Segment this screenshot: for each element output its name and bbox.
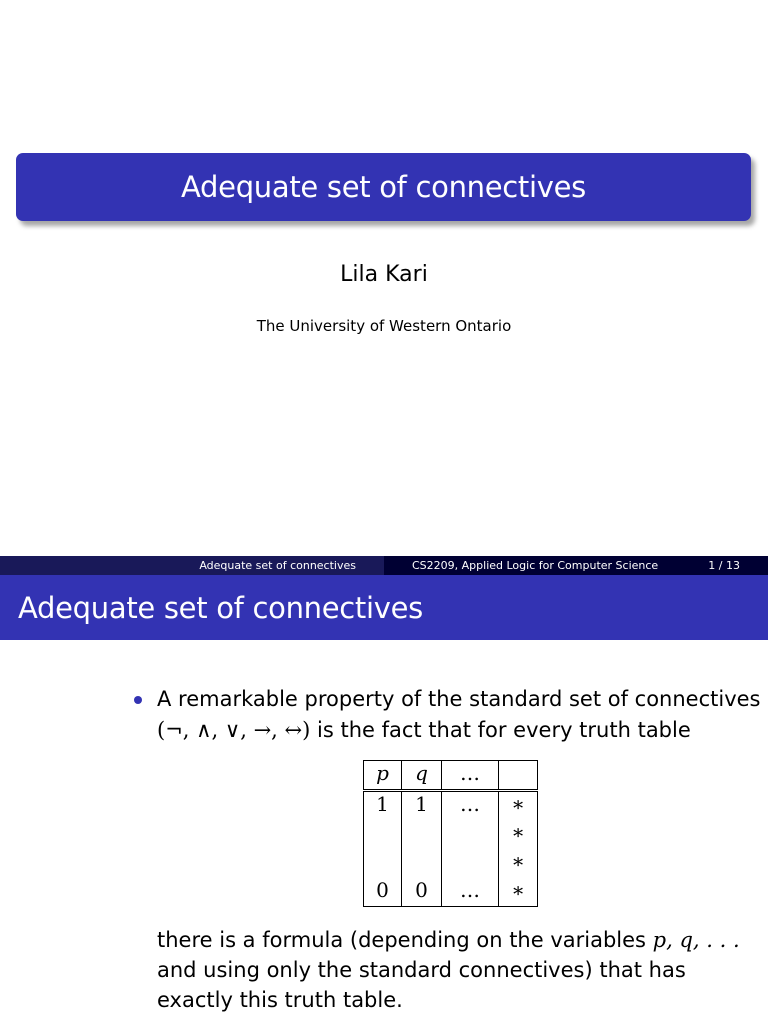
bullet-text: [157, 684, 761, 746]
footer-bar: [0, 556, 768, 575]
conclusion-line-1-text: there is a formula (depending on the variables: [157, 928, 653, 952]
table-header-cell: …: [442, 761, 499, 791]
conclusion-text: [157, 925, 757, 1015]
title-box: [16, 153, 751, 221]
footer-left: [0, 556, 384, 575]
footer-short-title: Adequate set of connectives: [199, 559, 356, 572]
table-row: [364, 820, 538, 849]
footer-page-number: 1 / 13: [708, 559, 740, 572]
variables-math: p, q, . . .: [652, 928, 740, 952]
table-cell: 0: [402, 878, 442, 907]
table-cell: [442, 820, 499, 849]
connectives-math: (¬, ∧, ∨, →, ↔): [157, 718, 311, 742]
table-row: [364, 849, 538, 878]
bullet-line-1: A remarkable property of the standard set of connectives: [157, 687, 761, 711]
table-cell: ∗: [499, 791, 538, 820]
table-cell: 0: [364, 878, 402, 907]
table-cell: [442, 849, 499, 878]
author: Lila Kari: [340, 262, 428, 287]
table-header-cell: q: [402, 761, 442, 791]
frame-title: Adequate set of connectives: [18, 590, 423, 625]
table-header-row: [364, 761, 538, 791]
slide-title: Adequate set of connectives: [181, 170, 586, 204]
table-cell: ∗: [499, 820, 538, 849]
footer-right: [384, 556, 768, 575]
table-cell: [402, 820, 442, 849]
table-cell: …: [442, 791, 499, 820]
table-cell: [402, 849, 442, 878]
institute: The University of Western Ontario: [256, 317, 512, 335]
table-cell: …: [442, 878, 499, 907]
table-header-cell: [499, 761, 538, 791]
conclusion-line-3: exactly this truth table.: [157, 988, 403, 1012]
footer-course: CS2209, Applied Logic for Computer Science: [412, 559, 659, 572]
truth-table: [363, 760, 538, 907]
table-cell: 1: [364, 791, 402, 820]
bullet-line-2-text: is the fact that for every truth table: [310, 718, 691, 742]
table-row: [364, 791, 538, 820]
table-row: [364, 878, 538, 907]
table-cell: ∗: [499, 878, 538, 907]
table-cell: 1: [402, 791, 442, 820]
table-header-cell: p: [364, 761, 402, 791]
bullet-line-2: [157, 715, 757, 746]
table-cell: [364, 849, 402, 878]
table-cell: [364, 820, 402, 849]
table-cell: ∗: [499, 849, 538, 878]
conclusion-line-1: [157, 925, 757, 955]
conclusion-line-2: and using only the standard connectives) that has: [157, 958, 686, 982]
bullet-icon: [134, 696, 142, 704]
frame-title-bar: [0, 575, 768, 640]
